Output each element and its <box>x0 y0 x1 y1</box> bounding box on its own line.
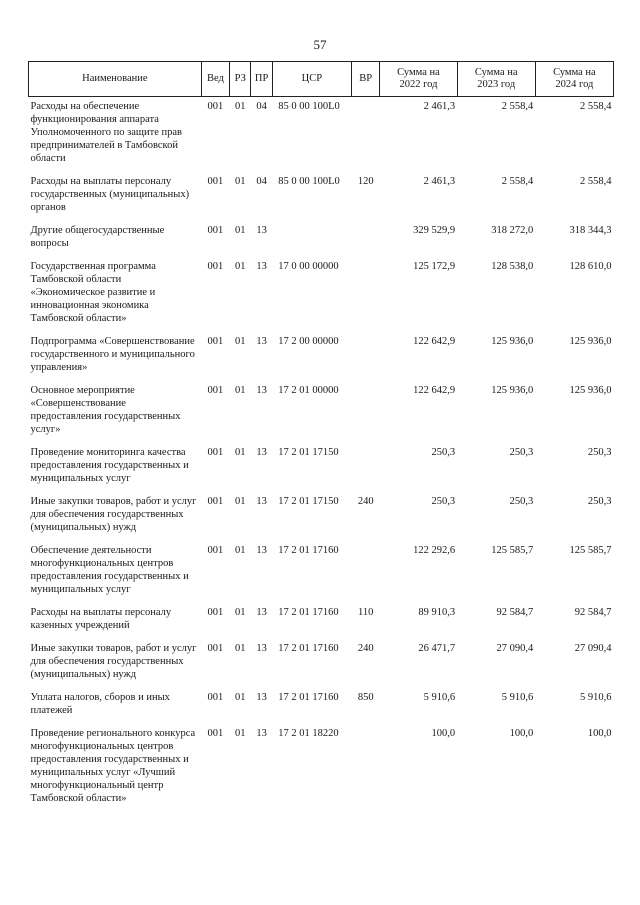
table-row <box>29 97 614 173</box>
table-row <box>29 221 614 257</box>
row-sum-2023: 128 538,0 <box>491 261 534 272</box>
row-ved: 001 <box>207 728 224 739</box>
row-sum-2022: 329 529,9 <box>413 225 456 236</box>
row-name: Основное мероприятие «Совершенствование предоставления государственных услуг» <box>30 385 181 435</box>
row-rz: 01 <box>235 447 246 458</box>
header-vr: ВР <box>351 62 379 97</box>
row-sum-2024: 125 936,0 <box>569 336 612 347</box>
budget-table <box>28 61 614 812</box>
header-sum-2023 <box>457 62 535 97</box>
row-name: Расходы на обеспечение функционирования аппарата Уполномоченного по защите прав предпринимателей в Тамбовской области <box>30 101 182 164</box>
row-sum-2022: 5 910,6 <box>423 692 456 703</box>
row-pr: 13 <box>256 336 267 347</box>
row-sum-2022: 250,3 <box>431 496 456 507</box>
row-sum-2024: 125 585,7 <box>569 545 612 556</box>
row-csr: 17 0 00 00000 <box>278 261 339 272</box>
row-rz: 01 <box>235 692 246 703</box>
row-pr: 04 <box>256 176 267 187</box>
row-csr: 17 2 01 17160 <box>278 607 339 618</box>
row-sum-2024: 2 558,4 <box>580 176 612 187</box>
row-vr: 110 <box>358 607 374 618</box>
row-rz: 01 <box>235 545 246 556</box>
row-sum-2023: 5 910,6 <box>501 692 534 703</box>
row-ved: 001 <box>207 545 224 556</box>
row-pr: 13 <box>256 545 267 556</box>
row-ved: 001 <box>207 607 224 618</box>
row-csr: 17 2 00 00000 <box>278 336 339 347</box>
row-ved: 001 <box>207 101 224 112</box>
row-pr: 13 <box>256 728 267 739</box>
row-pr: 04 <box>256 101 267 112</box>
table-row <box>29 724 614 812</box>
row-rz: 01 <box>235 261 246 272</box>
row-pr: 13 <box>256 607 267 618</box>
header-sum-2023-line1: Сумма на <box>474 67 518 78</box>
row-vr <box>351 97 379 173</box>
row-rz: 01 <box>235 176 246 187</box>
row-name: Обеспечение деятельности многофункциональных центров предоставления государственных и муниципальных услуг <box>30 545 189 595</box>
row-name: Другие общегосударственные вопросы <box>30 225 165 249</box>
header-csr: ЦСР <box>272 62 351 97</box>
row-csr: 17 2 01 17150 <box>278 447 339 458</box>
row-rz: 01 <box>235 225 246 236</box>
row-sum-2024: 128 610,0 <box>569 261 612 272</box>
row-sum-2024: 2 558,4 <box>580 101 612 112</box>
table-row <box>29 257 614 332</box>
row-vr <box>351 724 379 812</box>
row-pr: 13 <box>256 496 267 507</box>
row-ved: 001 <box>207 176 224 187</box>
row-sum-2023: 318 272,0 <box>491 225 534 236</box>
row-name: Уплата налогов, сборов и иных платежей <box>30 692 170 716</box>
row-sum-2024: 318 344,3 <box>569 225 612 236</box>
row-sum-2023: 125 936,0 <box>491 385 534 396</box>
row-name: Подпрограмма «Совершенствование государственного и муниципального управления» <box>30 336 195 373</box>
row-sum-2023: 250,3 <box>509 496 534 507</box>
row-sum-2024: 27 090,4 <box>574 643 612 654</box>
row-sum-2022: 125 172,9 <box>413 261 456 272</box>
row-csr: 17 2 01 18220 <box>278 728 339 739</box>
row-sum-2023: 2 558,4 <box>501 176 534 187</box>
row-csr: 17 2 01 17160 <box>278 692 339 703</box>
table-row <box>29 172 614 221</box>
header-sum-2022-line1: Сумма на <box>397 67 440 78</box>
row-sum-2024: 250,3 <box>587 447 612 458</box>
row-sum-2022: 2 461,3 <box>423 101 456 112</box>
row-rz: 01 <box>235 101 246 112</box>
row-csr <box>272 221 351 257</box>
row-name: Иные закупки товаров, работ и услуг для обеспечения государственных (муниципальных) нужд <box>30 496 197 533</box>
row-sum-2022: 122 292,6 <box>413 545 456 556</box>
row-sum-2024: 100,0 <box>587 728 612 739</box>
row-vr <box>351 443 379 492</box>
row-pr: 13 <box>256 643 267 654</box>
row-name: Проведение мониторинга качества предоставления государственных и муниципальных услуг <box>30 447 189 484</box>
table-row <box>29 443 614 492</box>
row-vr <box>351 221 379 257</box>
row-name: Расходы на выплаты персоналу казенных учреждений <box>30 607 172 631</box>
row-ved: 001 <box>207 692 224 703</box>
row-sum-2022: 122 642,9 <box>413 336 456 347</box>
row-rz: 01 <box>235 385 246 396</box>
row-sum-2022: 26 471,7 <box>418 643 456 654</box>
header-sum-2022-line2: 2022 год <box>399 79 438 90</box>
row-csr: 17 2 01 00000 <box>278 385 339 396</box>
row-csr: 85 0 00 100L0 <box>278 101 340 112</box>
header-sum-2024-line2: 2024 год <box>555 79 594 90</box>
row-csr: 17 2 01 17160 <box>278 643 339 654</box>
row-pr: 13 <box>256 692 267 703</box>
table-row <box>29 332 614 381</box>
row-sum-2022: 250,3 <box>431 447 456 458</box>
table-row <box>29 603 614 639</box>
row-name: Проведение регионального конкурса многофункциональных центров предоставления государственных и муниципальных услуг «Лучший многофункциональный центр Тамбовской области» <box>30 728 196 804</box>
row-sum-2023: 27 090,4 <box>496 643 534 654</box>
page-number: 57 <box>313 37 327 52</box>
row-ved: 001 <box>207 643 224 654</box>
row-pr: 13 <box>256 385 267 396</box>
row-sum-2023: 100,0 <box>509 728 534 739</box>
row-vr <box>351 257 379 332</box>
row-csr: 85 0 00 100L0 <box>278 176 340 187</box>
table-row <box>29 381 614 443</box>
row-pr: 13 <box>256 261 267 272</box>
header-sum-2024-line1: Сумма на <box>553 67 596 78</box>
row-sum-2024: 125 936,0 <box>569 385 612 396</box>
header-sum-2022 <box>380 62 457 97</box>
row-ved: 001 <box>207 496 224 507</box>
row-csr: 17 2 01 17150 <box>278 496 339 507</box>
row-sum-2022: 2 461,3 <box>423 176 456 187</box>
header-rz: РЗ <box>230 62 251 97</box>
row-sum-2023: 2 558,4 <box>501 101 534 112</box>
row-vr <box>351 381 379 443</box>
row-vr: 850 <box>357 692 374 703</box>
row-pr: 13 <box>256 447 267 458</box>
row-ved: 001 <box>207 261 224 272</box>
row-ved: 001 <box>207 447 224 458</box>
row-ved: 001 <box>207 225 224 236</box>
row-sum-2024: 5 910,6 <box>580 692 612 703</box>
row-sum-2024: 250,3 <box>587 496 612 507</box>
table-row <box>29 639 614 688</box>
row-ved: 001 <box>207 385 224 396</box>
row-vr <box>351 332 379 381</box>
table-body <box>29 97 614 813</box>
row-sum-2023: 125 585,7 <box>491 545 534 556</box>
row-sum-2023: 92 584,7 <box>496 607 534 618</box>
header-ved: Вед <box>201 62 229 97</box>
row-pr: 13 <box>256 225 267 236</box>
row-csr: 17 2 01 17160 <box>278 545 339 556</box>
row-rz: 01 <box>235 496 246 507</box>
header-name: Наименование <box>29 62 202 97</box>
row-name: Расходы на выплаты персоналу государственных (муниципальных) органов <box>30 176 190 213</box>
row-sum-2023: 250,3 <box>509 447 534 458</box>
row-sum-2022: 89 910,3 <box>418 607 456 618</box>
row-vr: 240 <box>357 496 374 507</box>
row-vr: 120 <box>357 176 374 187</box>
header-pr: ПР <box>251 62 272 97</box>
row-name: Иные закупки товаров, работ и услуг для обеспечения государственных (муниципальных) нужд <box>30 643 197 680</box>
row-vr: 240 <box>357 643 374 654</box>
table-row <box>29 688 614 724</box>
row-sum-2022: 100,0 <box>431 728 456 739</box>
table-header <box>29 62 614 97</box>
table-row <box>29 492 614 541</box>
row-vr <box>351 541 379 603</box>
row-rz: 01 <box>235 728 246 739</box>
row-sum-2023: 125 936,0 <box>491 336 534 347</box>
header-sum-2023-line2: 2023 год <box>477 79 516 90</box>
row-name: Государственная программа Тамбовской области «Экономическое развитие и инновационная экономика Тамбовской области» <box>30 261 156 324</box>
row-ved: 001 <box>207 336 224 347</box>
row-rz: 01 <box>235 643 246 654</box>
row-sum-2024: 92 584,7 <box>574 607 612 618</box>
table-row <box>29 541 614 603</box>
row-rz: 01 <box>235 607 246 618</box>
row-sum-2022: 122 642,9 <box>413 385 456 396</box>
row-rz: 01 <box>235 336 246 347</box>
header-sum-2024 <box>535 62 613 97</box>
